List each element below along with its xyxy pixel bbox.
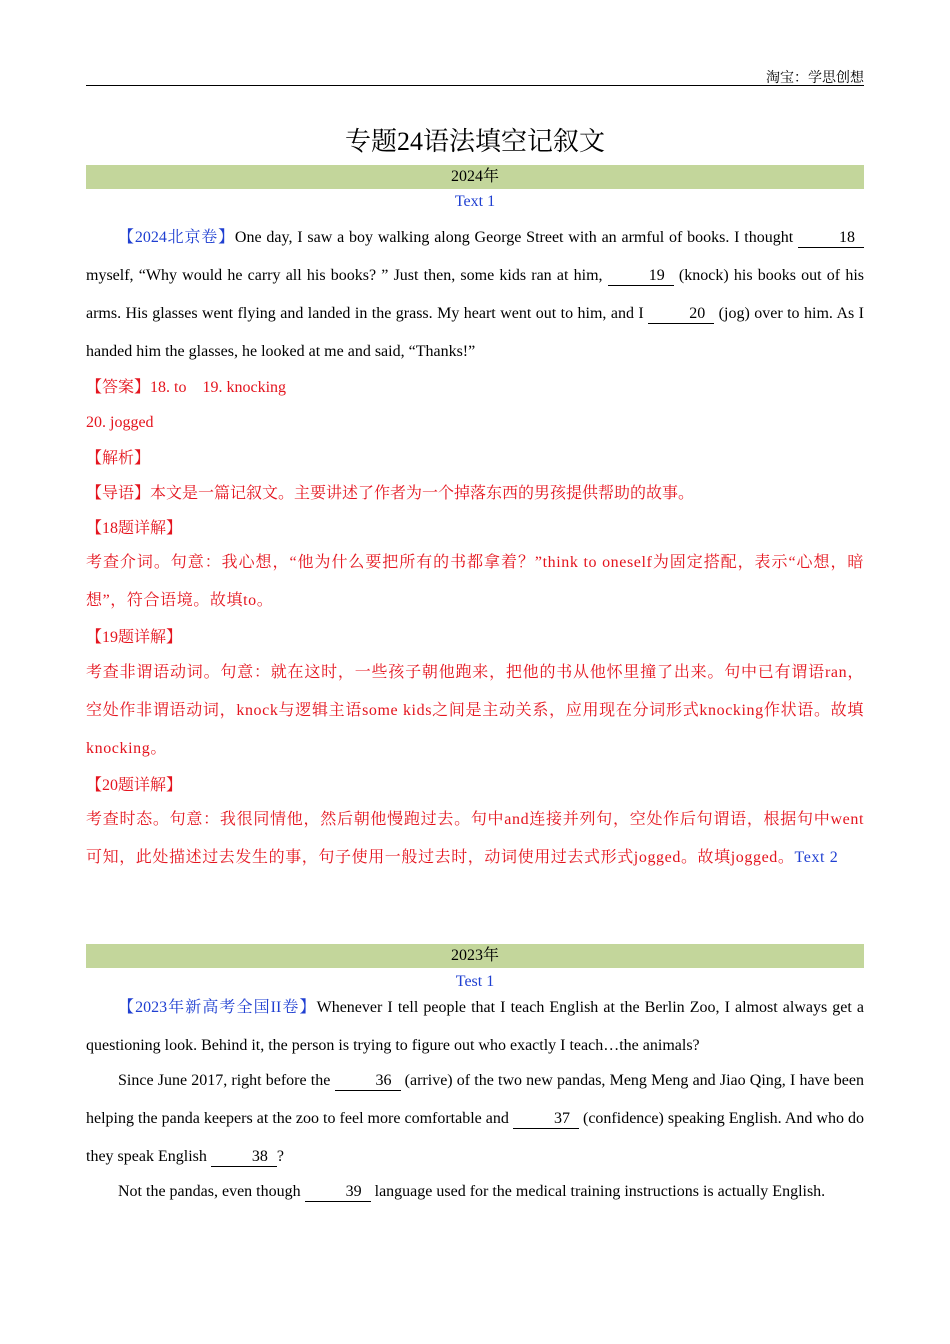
answer-tag: 【答案】: [86, 379, 151, 396]
answer-18-19: 18. to 19. knocking: [150, 379, 287, 396]
guide-text: 本文是一篇记叙文。主要讲述了作者为一个掉落东西的男孩提供帮助的故事。: [150, 485, 695, 502]
passage-2023-p3: [86, 1173, 864, 1211]
passage-2023-p2-d: ?: [276, 1148, 284, 1165]
blank-38[interactable]: 38: [211, 1148, 277, 1167]
passage-2024-part1: One day, I saw a boy walking along George Street with an armful of books. I thought: [234, 229, 794, 246]
passage-2024-part4: (jog) over to him. As I handed him the glasses, he looked at me and said, “Thanks!”: [86, 305, 865, 360]
passage-2024: [86, 219, 864, 371]
passage-2023-p2: [86, 1062, 864, 1176]
blank-37[interactable]: 37: [513, 1110, 579, 1129]
q18-explanation: 考查介词。句意：我心想，“他为什么要把所有的书都拿着？”think to oneself为固定搭配，表示“心想，暗想”，符合语境。故填to。: [86, 554, 864, 609]
blank-36[interactable]: 36: [335, 1072, 401, 1091]
blank-39[interactable]: 39: [305, 1183, 371, 1202]
page-title: 专题24语法填空记叙文: [344, 127, 605, 156]
text-label-2024: Text 1: [454, 193, 496, 210]
source-tag-2023: 【2023年新高考全国II卷】: [118, 999, 317, 1016]
answer-line-1: [86, 378, 864, 398]
passage-2023-p3-b: language used for the medical training instructions is actually English.: [374, 1183, 826, 1200]
q20-explanation: [86, 801, 864, 877]
answer-20: 20. jogged: [86, 414, 154, 431]
year-band-2024: 2024年: [86, 165, 864, 189]
blank-20[interactable]: 20: [648, 305, 714, 324]
text-2-label: Text 2: [794, 849, 839, 866]
passage-2024-part3: (knock) his books out of his arms. His glasses went flying and landed in the grass. My heart went out to him, and I: [86, 267, 865, 322]
passage-2023-p1: [86, 989, 864, 1065]
header-shop-text: 淘宝：学思创想: [766, 71, 864, 86]
q18-tag: 【18题详解】: [86, 520, 183, 537]
passage-2023-p3-a: Not the pandas, even though: [118, 1183, 301, 1200]
year-band-2023: 2023年: [86, 944, 864, 968]
q19-explanation: 考查非谓语动词。句意：就在这时，一些孩子朝他跑来，把他的书从他怀里撞了出来。句中已有谓语ran，空处作非谓语动词，knock与逻辑主语some kids之间是主动关系，应用现在分词形式knocking作状语。故填knocking。: [86, 664, 864, 757]
q20-tag: 【20题详解】: [86, 777, 183, 794]
passage-2023-p2-b: (arrive) of the two new pandas, Meng Meng and Jiao Qing, I have been helping the panda keepers at the zoo to feel more comfortable and: [86, 1072, 865, 1127]
passage-2024-part2: myself, “Why would he carry all his books? ” Just then, some kids ran at him,: [86, 267, 603, 284]
passage-2023-p2-a: Since June 2017, right before the: [118, 1072, 331, 1089]
guide-tag: 【导语】: [86, 485, 151, 502]
q20-text: 考查时态。句意：我很同情他，然后朝他慢跑过去。句中and连接并列句，空处作后句谓语，根据句中went可知，此处描述过去发生的事，句子使用一般过去时，动词使用过去式形式jogged。故填jogged。: [86, 811, 864, 866]
passage-2023-p1-text: Whenever I tell people that I teach English at the Berlin Zoo, I almost always get a questioning look. Behind it, the person is trying to figure out who exactly I teach…the animals?: [86, 999, 864, 1054]
analysis-tag: 【解析】: [86, 450, 151, 467]
header-rule: [86, 85, 864, 86]
text-label-2023: Test 1: [455, 973, 495, 990]
passage-2023-p2-c: (confidence) speaking English. And who do they speak English: [86, 1110, 865, 1165]
q19-tag: 【19题详解】: [86, 629, 183, 646]
blank-18[interactable]: 18: [798, 229, 864, 248]
source-tag-2024: 【2024北京卷】: [118, 229, 235, 246]
blank-19[interactable]: 19: [608, 267, 674, 286]
guide-line: [86, 484, 864, 504]
